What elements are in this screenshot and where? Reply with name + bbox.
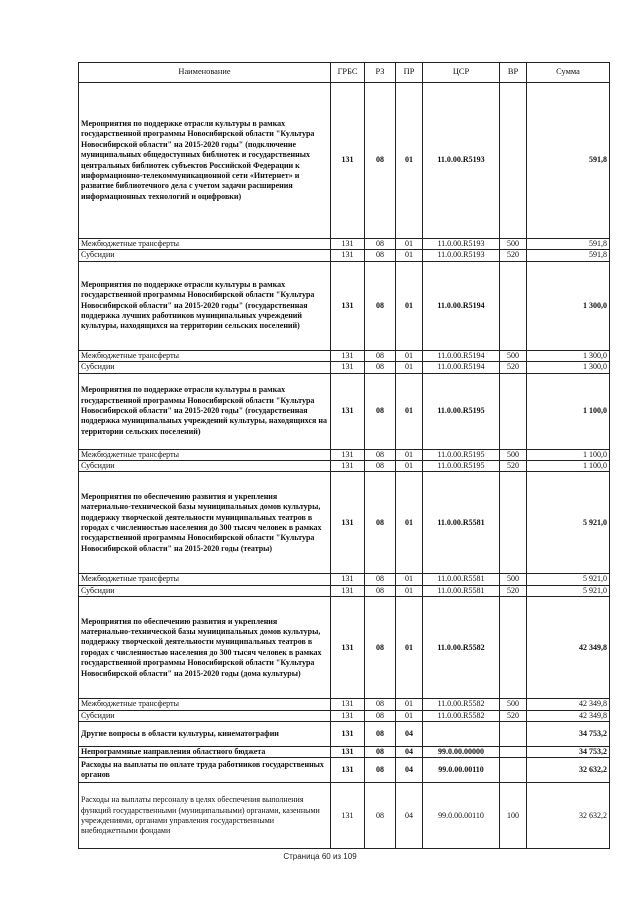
table-row xyxy=(79,83,610,239)
cell-csr: 11.0.00.R5194 xyxy=(423,350,500,361)
cell-grbs: 131 xyxy=(331,239,365,250)
cell-rz: 08 xyxy=(365,261,396,350)
page-number: Страница 60 из 109 xyxy=(283,852,357,861)
table-row xyxy=(79,574,610,585)
cell-grbs: 131 xyxy=(331,362,365,373)
cell-sum: 32 632,2 xyxy=(527,783,610,849)
table-row xyxy=(79,239,610,250)
cell-vr xyxy=(500,83,527,239)
cell-pr: 01 xyxy=(396,461,423,472)
cell-pr: 01 xyxy=(396,472,423,574)
cell-csr: 11.0.00.R5581 xyxy=(423,472,500,574)
cell-csr: 11.0.00.R5195 xyxy=(423,373,500,449)
cell-grbs: 131 xyxy=(331,574,365,585)
cell-name: Субсидии xyxy=(79,461,331,472)
cell-vr xyxy=(500,597,527,699)
cell-grbs: 131 xyxy=(331,585,365,596)
cell-sum: 591,8 xyxy=(527,239,610,250)
cell-sum: 34 753,2 xyxy=(527,747,610,758)
cell-name: Межбюджетные трансферты xyxy=(79,699,331,710)
cell-grbs: 131 xyxy=(331,83,365,239)
cell-sum: 1 100,0 xyxy=(527,449,610,460)
budget-table xyxy=(78,62,610,849)
cell-sum: 1 300,0 xyxy=(527,261,610,350)
cell-name: Межбюджетные трансферты xyxy=(79,449,331,460)
table-row xyxy=(79,449,610,460)
cell-name: Мероприятия по обеспечению развития и укрепления материально-технической базы муниципальных домов культуры, поддержку творческой деятельности муниципальных театров в городах с численностью населения до 300 тысяч человек в рамках государственной программы Новосибирской области "Культура Новосибирской области" на 2015-2020 годы (дома культуры) xyxy=(79,597,331,699)
cell-rz: 08 xyxy=(365,239,396,250)
cell-sum: 5 921,0 xyxy=(527,574,610,585)
cell-csr: 11.0.00.R5194 xyxy=(423,362,500,373)
cell-rz: 08 xyxy=(365,722,396,747)
header-vr: ВР xyxy=(500,63,527,83)
cell-pr: 01 xyxy=(396,710,423,721)
cell-sum: 42 349,8 xyxy=(527,710,610,721)
cell-name: Субсидии xyxy=(79,250,331,261)
cell-name: Межбюджетные трансферты xyxy=(79,574,331,585)
cell-rz: 08 xyxy=(365,362,396,373)
cell-pr: 01 xyxy=(396,597,423,699)
cell-vr: 520 xyxy=(500,362,527,373)
cell-vr: 500 xyxy=(500,449,527,460)
table-body xyxy=(79,83,610,849)
cell-vr xyxy=(500,722,527,747)
cell-name: Межбюджетные трансферты xyxy=(79,350,331,361)
cell-name: Расходы на выплаты персоналу в целях обеспечения выполнения функций государственными (муниципальными) органами, казенными учреждениями, органами управления государственными внебюджетными фондами xyxy=(79,783,331,849)
cell-grbs: 131 xyxy=(331,373,365,449)
table-row xyxy=(79,747,610,758)
cell-pr: 01 xyxy=(396,350,423,361)
cell-pr: 01 xyxy=(396,585,423,596)
cell-pr: 01 xyxy=(396,83,423,239)
cell-sum: 34 753,2 xyxy=(527,722,610,747)
cell-rz: 08 xyxy=(365,350,396,361)
cell-rz: 08 xyxy=(365,373,396,449)
table-row xyxy=(79,472,610,574)
cell-sum: 42 349,8 xyxy=(527,699,610,710)
cell-grbs: 131 xyxy=(331,699,365,710)
cell-csr xyxy=(423,722,500,747)
cell-grbs: 131 xyxy=(331,747,365,758)
cell-rz: 08 xyxy=(365,472,396,574)
cell-grbs: 131 xyxy=(331,722,365,747)
cell-rz: 08 xyxy=(365,449,396,460)
table-row xyxy=(79,783,610,849)
cell-name: Расходы на выплаты по оплате труда работников государственных органов xyxy=(79,758,331,783)
header-rz: РЗ xyxy=(365,63,396,83)
cell-name: Субсидии xyxy=(79,585,331,596)
table-row xyxy=(79,597,610,699)
cell-pr: 01 xyxy=(396,373,423,449)
cell-rz: 08 xyxy=(365,461,396,472)
cell-csr: 11.0.00.R5582 xyxy=(423,710,500,721)
cell-pr: 01 xyxy=(396,239,423,250)
table-row xyxy=(79,250,610,261)
cell-name: Мероприятия по обеспечению развития и укрепления материально-технической базы муниципальных домов культуры, поддержку творческой деятельности муниципальных театров в городах с численностью населения до 300 тысяч человек в рамках государственной программы Новосибирской области "Культура Новосибирской области" на 2015-2020 годы (театры) xyxy=(79,472,331,574)
cell-pr: 01 xyxy=(396,574,423,585)
cell-vr: 520 xyxy=(500,585,527,596)
cell-grbs: 131 xyxy=(331,758,365,783)
cell-name: Мероприятия по поддержке отрасли культуры в рамках государственной программы Новосибирской области "Культура Новосибирской области" на 2015-2020 годы" (государственная поддержка лучших работников муниципальных учреждений культуры, находящихся на территории сельских поселений) xyxy=(79,261,331,350)
table-row xyxy=(79,585,610,596)
cell-name: Другие вопросы в области культуры, кинематографии xyxy=(79,722,331,747)
cell-sum: 42 349,8 xyxy=(527,597,610,699)
table-row xyxy=(79,699,610,710)
cell-csr: 11.0.00.R5194 xyxy=(423,261,500,350)
cell-name: Непрограммные направления областного бюджета xyxy=(79,747,331,758)
cell-sum: 1 300,0 xyxy=(527,362,610,373)
cell-csr: 11.0.00.R5193 xyxy=(423,250,500,261)
cell-vr xyxy=(500,261,527,350)
cell-pr: 04 xyxy=(396,722,423,747)
cell-rz: 08 xyxy=(365,699,396,710)
cell-csr: 99.0.00.00110 xyxy=(423,783,500,849)
table-row xyxy=(79,261,610,350)
cell-csr: 11.0.00.R5193 xyxy=(423,83,500,239)
cell-sum: 1 100,0 xyxy=(527,461,610,472)
cell-grbs: 131 xyxy=(331,449,365,460)
cell-csr: 11.0.00.R5195 xyxy=(423,449,500,460)
cell-rz: 08 xyxy=(365,710,396,721)
cell-vr xyxy=(500,758,527,783)
cell-sum: 591,8 xyxy=(527,83,610,239)
table-row xyxy=(79,758,610,783)
cell-vr: 520 xyxy=(500,710,527,721)
cell-rz: 08 xyxy=(365,83,396,239)
cell-vr xyxy=(500,373,527,449)
table-row xyxy=(79,362,610,373)
table-row xyxy=(79,710,610,721)
cell-vr xyxy=(500,472,527,574)
cell-name: Мероприятия по поддержке отрасли культуры в рамках государственной программы Новосибирской области "Культура Новосибирской области" на 2015-2020 годы" (государственная поддержка муниципальных учреждений культуры, находящихся на территории сельских поселений) xyxy=(79,373,331,449)
cell-sum: 5 921,0 xyxy=(527,585,610,596)
cell-csr: 11.0.00.R5582 xyxy=(423,699,500,710)
header-grbs: ГРБС xyxy=(331,63,365,83)
cell-grbs: 131 xyxy=(331,250,365,261)
header-sum: Сумма xyxy=(527,63,610,83)
cell-rz: 08 xyxy=(365,597,396,699)
cell-csr: 11.0.00.R5193 xyxy=(423,239,500,250)
cell-rz: 08 xyxy=(365,574,396,585)
header-csr: ЦСР xyxy=(423,63,500,83)
cell-rz: 08 xyxy=(365,747,396,758)
cell-name: Субсидии xyxy=(79,710,331,721)
cell-vr: 520 xyxy=(500,250,527,261)
cell-sum: 32 632,2 xyxy=(527,758,610,783)
cell-grbs: 131 xyxy=(331,783,365,849)
cell-rz: 08 xyxy=(365,783,396,849)
cell-pr: 01 xyxy=(396,261,423,350)
table-row xyxy=(79,373,610,449)
cell-vr: 520 xyxy=(500,461,527,472)
cell-pr: 01 xyxy=(396,449,423,460)
cell-pr: 01 xyxy=(396,362,423,373)
cell-vr: 500 xyxy=(500,350,527,361)
cell-pr: 01 xyxy=(396,250,423,261)
cell-name: Межбюджетные трансферты xyxy=(79,239,331,250)
cell-name: Субсидии xyxy=(79,362,331,373)
header-pr: ПР xyxy=(396,63,423,83)
table-row xyxy=(79,461,610,472)
cell-vr: 500 xyxy=(500,699,527,710)
cell-sum: 591,8 xyxy=(527,250,610,261)
cell-pr: 01 xyxy=(396,699,423,710)
cell-csr: 11.0.00.R5582 xyxy=(423,597,500,699)
cell-grbs: 131 xyxy=(331,261,365,350)
cell-vr: 100 xyxy=(500,783,527,849)
table-row xyxy=(79,350,610,361)
table-row xyxy=(79,722,610,747)
cell-csr: 11.0.00.R5195 xyxy=(423,461,500,472)
cell-csr: 99.0.00.00000 xyxy=(423,747,500,758)
cell-rz: 08 xyxy=(365,585,396,596)
cell-grbs: 131 xyxy=(331,461,365,472)
cell-rz: 08 xyxy=(365,250,396,261)
cell-grbs: 131 xyxy=(331,710,365,721)
cell-grbs: 131 xyxy=(331,597,365,699)
cell-sum: 5 921,0 xyxy=(527,472,610,574)
cell-pr: 04 xyxy=(396,758,423,783)
cell-pr: 04 xyxy=(396,747,423,758)
cell-vr: 500 xyxy=(500,239,527,250)
cell-pr: 04 xyxy=(396,783,423,849)
cell-name: Мероприятия по поддержке отрасли культуры в рамках государственной программы Новосибирской области "Культура Новосибирской области" на 2015-2020 годы" (подключение муниципальных общедоступных библиотек и государственных центральных библиотек субъектов Российской Федерации к информационно-телекоммуникационной сети «Интернет» и развитие библиотечного дела с учетом задачи расширения информационных технологий и оцифровки) xyxy=(79,83,331,239)
cell-sum: 1 300,0 xyxy=(527,350,610,361)
cell-csr: 11.0.00.R5581 xyxy=(423,585,500,596)
cell-rz: 08 xyxy=(365,758,396,783)
cell-csr: 99.0.00.00110 xyxy=(423,758,500,783)
cell-grbs: 131 xyxy=(331,350,365,361)
cell-sum: 1 100,0 xyxy=(527,373,610,449)
cell-csr: 11.0.00.R5581 xyxy=(423,574,500,585)
cell-vr xyxy=(500,747,527,758)
cell-grbs: 131 xyxy=(331,472,365,574)
table-header-row xyxy=(79,63,610,83)
cell-vr: 500 xyxy=(500,574,527,585)
header-name: Наименование xyxy=(79,63,331,83)
